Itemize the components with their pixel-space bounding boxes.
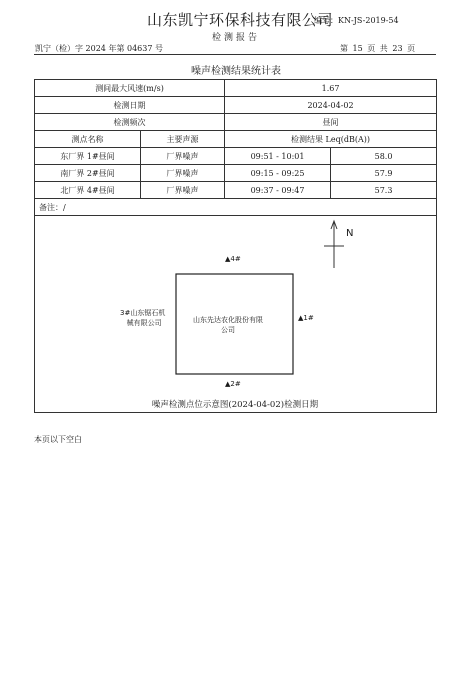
- value-cell: 58.0: [331, 148, 437, 165]
- diagram-cell: [35, 216, 437, 413]
- column-header-point: 测点名称: [35, 131, 141, 148]
- info-value: 昼间: [225, 114, 437, 131]
- center-company-line-2: 公司: [221, 326, 235, 334]
- column-header-row: [35, 131, 437, 148]
- time-cell: 09:15 - 09:25: [225, 165, 331, 182]
- center-company-line-1: 山东先达农化股份有限: [193, 316, 263, 324]
- point-cell: 东厂界 1#昼间: [35, 148, 141, 165]
- monitoring-point-diagram: [35, 216, 435, 412]
- company-name: 山东凯宁环保科技有限公司: [147, 11, 334, 29]
- info-row-wind: [35, 80, 437, 97]
- document-code: 编号：KN-JS-2019-54: [314, 16, 399, 25]
- info-label: 检测日期: [35, 97, 225, 114]
- remark-cell: 备注：/: [35, 199, 437, 216]
- noise-results-table: [34, 79, 437, 413]
- monitoring-point-2: ▲2#: [225, 380, 241, 388]
- table-row: [35, 182, 437, 199]
- source-cell: 厂界噪声: [141, 182, 225, 199]
- monitoring-point-4: ▲4#: [225, 255, 241, 263]
- point-cell: 北厂界 4#昼间: [35, 182, 141, 199]
- blank-below-note: 本页以下空白: [34, 435, 82, 444]
- column-header-result: 检测结果 Leq(dB(A)): [225, 131, 437, 148]
- header-divider: [34, 54, 436, 55]
- source-cell: 厂界噪声: [141, 165, 225, 182]
- value-cell: 57.3: [331, 182, 437, 199]
- info-label: 测间最大风速(m/s): [35, 80, 225, 97]
- source-cell: 厂界噪声: [141, 148, 225, 165]
- west-company-line-2: 械有限公司: [126, 319, 162, 327]
- report-subtitle: 检测报告: [211, 33, 260, 43]
- diagram-caption: 噪声检测点位示意图(2024-04-02)检测日期: [151, 400, 319, 410]
- info-value: 2024-04-02: [225, 97, 437, 114]
- info-label: 检测频次: [35, 114, 225, 131]
- table-row: [35, 165, 437, 182]
- info-row-frequency: [35, 114, 437, 131]
- remark-row: [35, 199, 437, 216]
- west-neighbor-company: [120, 308, 165, 328]
- diagram-row: [35, 216, 437, 413]
- page-number: 第 15 页 共 23 页: [340, 44, 416, 53]
- monitoring-point-1: ▲1#: [298, 314, 314, 322]
- table-title: 噪声检测结果统计表: [191, 66, 281, 77]
- point-cell: 南厂界 2#昼间: [35, 165, 141, 182]
- time-cell: 09:51 - 10:01: [225, 148, 331, 165]
- info-row-date: [35, 97, 437, 114]
- center-company: [193, 315, 263, 335]
- column-header-source: 主要声源: [141, 131, 225, 148]
- value-cell: 57.9: [331, 165, 437, 182]
- info-value: 1.67: [225, 80, 437, 97]
- table-row: [35, 148, 437, 165]
- time-cell: 09:37 - 09:47: [225, 182, 331, 199]
- west-company-line-1: 3#山东锯石机: [120, 309, 166, 317]
- report-number: 凯宁（检）字 2024 年第 04637 号: [35, 44, 163, 53]
- north-label: N: [346, 228, 354, 239]
